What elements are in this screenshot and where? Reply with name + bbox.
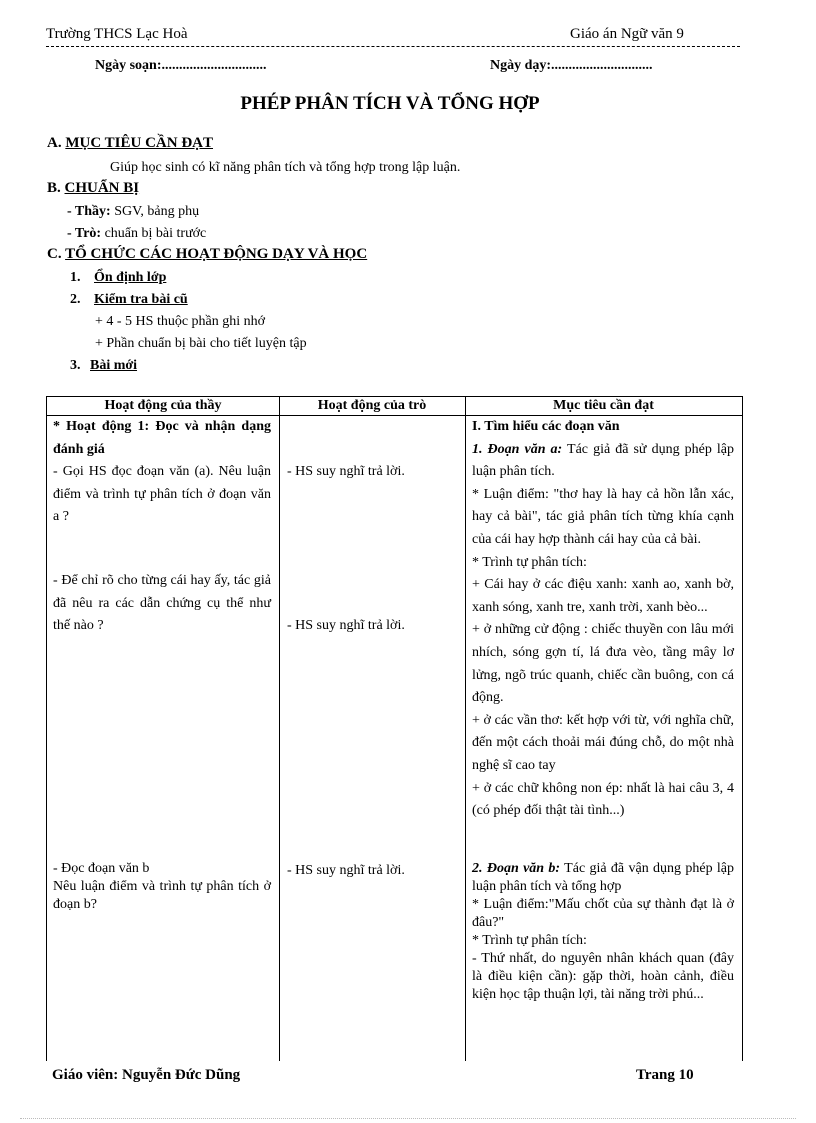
date-prepared: Ngày soạn:.............................. bbox=[95, 58, 267, 73]
section-c-letter: C. bbox=[47, 246, 62, 262]
student-prep bbox=[67, 226, 206, 242]
goal-point-objective: - Thứ nhất, do nguyên nhân khách quan (đây là điều kiện cần): gặp thời, hoàn cảnh, điều kiện học tập thuận lợi, tài năng trời phú... bbox=[472, 951, 734, 1002]
section-a-text: Giúp học sinh có kĩ năng phân tích và tổng hợp trong lập luận. bbox=[110, 160, 461, 175]
teacher-question-1: - Gọi HS đọc đoạn văn (a). Nêu luận điểm và trình tự phân tích ở đoạn văn a ? bbox=[53, 464, 271, 525]
goals-content-b bbox=[472, 860, 734, 1004]
student-answer-2: - HS suy nghĩ trả lời. bbox=[287, 618, 405, 633]
header-teacher-activity: Hoạt động của thầy bbox=[104, 398, 222, 413]
activity-table bbox=[46, 396, 743, 1061]
section-b-title: CHUẨN BỊ bbox=[64, 180, 140, 196]
teacher-prep-text: SGV, bảng phụ bbox=[114, 204, 200, 219]
item-1-title: Ổn định lớp bbox=[94, 270, 167, 285]
item-2-line-2: + Phần chuẩn bị bài cho tiết luyện tập bbox=[95, 336, 307, 351]
teacher-question-3 bbox=[53, 860, 271, 914]
section-a-title: MỤC TIÊU CẦN ĐẠT bbox=[65, 135, 213, 151]
item-3 bbox=[70, 358, 137, 374]
item-1-number: 1. bbox=[70, 270, 81, 285]
teacher-question-3b: Nêu luận điểm và trình tự phân tích ở đoạn b? bbox=[53, 879, 271, 912]
item-3-title: Bài mới bbox=[90, 358, 138, 373]
item-1 bbox=[70, 270, 166, 286]
goal-thesis-a: * Luận điểm: "thơ hay là hay cả hồn lẫn xác, hay cả bài", tác giả phân tích từng khía cạnh của cái hay hợp thành cái hay của cả bài. bbox=[472, 486, 734, 547]
table-header-row bbox=[47, 397, 742, 416]
page-bottom-border bbox=[20, 1118, 796, 1119]
item-2-title: Kiểm tra bài cũ bbox=[94, 292, 188, 307]
subject-name: Giáo án Ngữ văn 9 bbox=[570, 26, 684, 42]
section-c-heading bbox=[47, 246, 367, 263]
goal-order-a-heading: * Trình tự phân tích: bbox=[472, 554, 587, 570]
column-divider-1 bbox=[279, 397, 280, 1061]
teacher-prep-label: - Thầy: bbox=[67, 204, 111, 219]
school-name: Trường THCS Lạc Hoà bbox=[46, 26, 188, 42]
footer-teacher: Giáo viên: Nguyễn Đức Dũng bbox=[52, 1067, 241, 1083]
column-divider-2 bbox=[465, 397, 466, 1061]
section-a-letter: A. bbox=[47, 135, 62, 151]
goal-point-words: + ở các chữ không non ép: nhất là hai câu 3, 4 (có phép đối thật tài tình...) bbox=[472, 780, 734, 819]
item-2-line-1: + 4 - 5 HS thuộc phần ghi nhớ bbox=[95, 314, 266, 329]
student-answer-3: - HS suy nghĩ trả lời. bbox=[287, 863, 405, 878]
item-2-number: 2. bbox=[70, 292, 81, 307]
goal-paragraph-a-label: 1. Đoạn văn a: bbox=[472, 441, 563, 457]
teacher-activity-1-heading: * Hoạt động 1: Đọc và nhận dạng đánh giá bbox=[53, 419, 271, 457]
header-divider bbox=[46, 46, 740, 47]
goal-paragraph-b-text: Tác giả đã vận dụng phép lập luận phân tích và tổng hợp bbox=[472, 861, 735, 894]
student-prep-text: chuẩn bị bài trước bbox=[104, 226, 207, 241]
goal-thesis-b: * Luận điểm:"Mấu chốt của sự thành đạt là ở đâu?" bbox=[472, 897, 734, 930]
header-student-activity: Hoạt động của trò bbox=[317, 398, 427, 413]
goal-point-movements: + ở những cử động : chiếc thuyền con lâu mới nhích, sóng gợn tí, lá đưa vèo, tầng mây lơ lửng, ngõ trúc quanh, chiếc cần buông, con cá động. bbox=[472, 622, 734, 706]
goal-paragraph-b-label: 2. Đoạn văn b: bbox=[472, 861, 561, 876]
goal-paragraph-a-text: Tác giả đã sử dụng phép lập luận phân tích. bbox=[472, 441, 735, 480]
header-goals: Mục tiêu cần đạt bbox=[553, 398, 654, 413]
goal-point-rhymes: + ở các vần thơ: kết hợp với từ, với nghĩa chữ, đến một cách thoải mái đúng chỗ, do một nhà nghệ sĩ cao tay bbox=[472, 712, 734, 773]
goal-order-b-heading: * Trình tự phân tích: bbox=[472, 933, 587, 948]
section-a-heading bbox=[47, 135, 213, 152]
goal-paragraph-b bbox=[472, 860, 734, 896]
goals-content-a bbox=[472, 416, 734, 823]
student-prep-label: - Trò: bbox=[67, 226, 102, 241]
section-b-heading bbox=[47, 180, 139, 197]
lesson-title: PHÉP PHÂN TÍCH VÀ TỔNG HỢP bbox=[240, 93, 540, 114]
teacher-question-2: - Để chỉ rõ cho từng cái hay ấy, tác giả đã nêu ra các dẫn chứng cụ thể như thế nào ? bbox=[53, 573, 271, 634]
date-taught: Ngày dạy:............................. bbox=[490, 58, 653, 73]
goal-paragraph-a bbox=[472, 439, 734, 484]
teacher-question-3a: - Đọc đoạn văn b bbox=[53, 861, 150, 876]
teacher-prep bbox=[67, 204, 199, 220]
section-c-title: TỔ CHỨC CÁC HOẠT ĐỘNG DẠY VÀ HỌC bbox=[65, 246, 368, 262]
section-b-letter: B. bbox=[47, 180, 61, 196]
item-3-number: 3. bbox=[70, 358, 81, 373]
goal-point-colors: + Cái hay ở các điệu xanh: xanh ao, xanh bờ, xanh sóng, xanh tre, xanh trời, xanh bèo... bbox=[472, 577, 734, 615]
footer-page-number: Trang 10 bbox=[636, 1067, 694, 1083]
item-2 bbox=[70, 292, 188, 308]
goal-section-title: I. Tìm hiểu các đoạn văn bbox=[472, 419, 620, 434]
student-answer-1: - HS suy nghĩ trả lời. bbox=[287, 464, 405, 479]
